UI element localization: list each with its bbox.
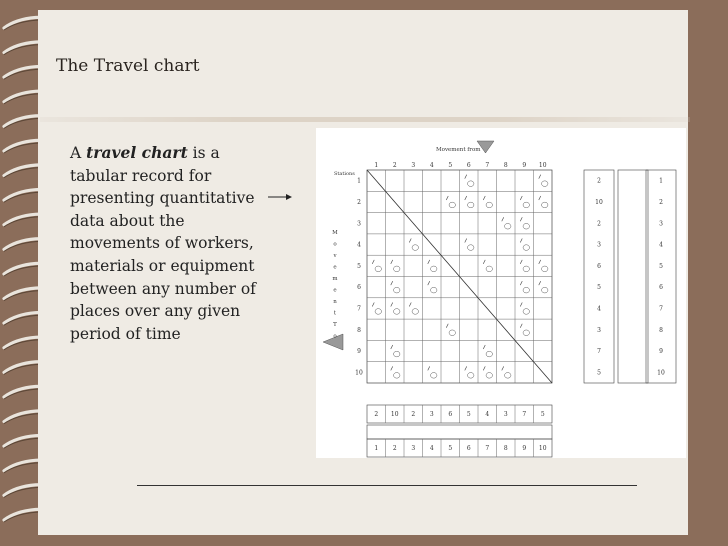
right-col-a-value: 3 — [597, 241, 601, 249]
right-col-a-value: 4 — [597, 305, 601, 313]
vertical-label-letter: e — [333, 287, 337, 294]
right-col-b-value: 8 — [659, 326, 663, 334]
right-column-gap — [618, 170, 648, 383]
tally-circle — [523, 202, 529, 208]
bottom-row-a-value: 7 — [522, 411, 527, 418]
row-header: 10 — [355, 369, 363, 377]
tally-circle — [542, 287, 548, 293]
right-col-b-value: 1 — [659, 177, 663, 185]
column-header: 5 — [448, 162, 453, 169]
tally-mark — [372, 302, 374, 306]
tally-mark — [502, 366, 504, 370]
tally-mark — [428, 260, 430, 264]
right-col-b-value: 5 — [659, 262, 663, 270]
tally-mark — [428, 366, 430, 370]
tally-circle — [468, 202, 474, 208]
row-header: 1 — [357, 177, 361, 185]
tally-mark — [483, 345, 485, 349]
slide-title: The Travel chart — [56, 56, 200, 76]
tally-circle — [523, 245, 529, 251]
column-header: 9 — [522, 162, 527, 169]
tally-mark — [372, 260, 374, 264]
right-col-a-value: 5 — [597, 369, 601, 377]
body-term: travel chart — [86, 143, 188, 162]
travel-chart-figure — [316, 128, 686, 458]
right-col-a-value: 6 — [597, 262, 601, 270]
row-header: 2 — [357, 198, 361, 206]
body-prefix: A — [70, 144, 87, 162]
tally-mark — [483, 366, 485, 370]
tally-mark — [520, 217, 522, 221]
column-header: 3 — [411, 162, 416, 169]
tally-circle — [449, 202, 455, 208]
tally-mark — [483, 196, 485, 200]
tally-mark — [391, 366, 393, 370]
right-col-b-value: 2 — [659, 198, 663, 206]
right-col-b-value: 7 — [659, 305, 663, 313]
tally-circle — [486, 202, 492, 208]
travel-chart-grid — [316, 128, 686, 458]
tally-circle — [523, 223, 529, 229]
right-col-a-value: 10 — [595, 198, 603, 206]
tally-mark — [465, 239, 467, 243]
row-header: 6 — [357, 284, 361, 292]
vertical-label-letter: M — [332, 230, 338, 236]
tally-circle — [542, 181, 548, 187]
bottom-row-b-value: 6 — [466, 445, 471, 452]
right-col-a-value: 2 — [597, 177, 601, 185]
vertical-label-letter: v — [333, 253, 337, 259]
tally-mark — [409, 239, 411, 243]
vertical-label-letter: m — [332, 276, 338, 282]
row-header: 8 — [357, 326, 361, 334]
tally-circle — [468, 181, 474, 187]
tally-circle — [486, 373, 492, 379]
tally-mark — [465, 196, 467, 200]
tally-mark — [428, 281, 430, 285]
right-col-a-value: 3 — [597, 326, 601, 334]
vertical-label-letter: e — [333, 264, 337, 271]
bottom-row-b-value: 9 — [522, 445, 527, 452]
tally-mark — [391, 281, 393, 285]
bottom-row-a-value: 5 — [540, 411, 545, 418]
tally-circle — [468, 373, 474, 379]
bottom-row-a-value: 5 — [466, 411, 471, 418]
tally-mark — [465, 366, 467, 370]
tally-mark — [539, 281, 541, 285]
bottom-row-a-value: 2 — [411, 411, 416, 418]
bottom-row-b-value: 10 — [538, 445, 547, 452]
tally-circle — [394, 266, 400, 272]
bottom-row-a-value: 6 — [448, 411, 453, 418]
tally-mark — [502, 217, 504, 221]
tally-circle — [523, 330, 529, 336]
tally-mark — [520, 302, 522, 306]
row-header: 4 — [357, 241, 361, 249]
vertical-label-letter: o — [333, 333, 337, 340]
bottom-row-b-value: 7 — [485, 445, 490, 452]
tally-mark — [539, 175, 541, 179]
tally-mark — [520, 324, 522, 328]
column-header: 8 — [503, 162, 508, 169]
bottom-row-b-value: 2 — [392, 445, 397, 452]
column-header: 7 — [485, 162, 490, 169]
vertical-label-letter: n — [333, 299, 337, 305]
tally-circle — [523, 266, 529, 272]
body-text — [70, 142, 265, 345]
column-header: 10 — [538, 162, 547, 169]
bottom-row-a-value: 3 — [503, 411, 508, 418]
tally-mark — [391, 345, 393, 349]
column-header: 2 — [392, 162, 397, 169]
tally-mark — [446, 324, 448, 328]
tally-circle — [523, 287, 529, 293]
tally-circle — [412, 245, 418, 251]
right-col-a-value: 5 — [597, 284, 601, 292]
bottom-divider — [137, 485, 637, 486]
row-header: 7 — [357, 305, 361, 313]
bottom-row-a-value: 10 — [390, 411, 399, 418]
tally-circle — [375, 266, 381, 272]
column-header: 4 — [429, 162, 434, 169]
bottom-row-b-value: 3 — [411, 445, 416, 452]
bottom-row-a-value: 2 — [374, 411, 379, 418]
title-divider — [40, 117, 690, 122]
tally-circle — [542, 202, 548, 208]
tally-circle — [394, 351, 400, 357]
tally-mark — [539, 260, 541, 264]
right-col-b-value: 9 — [659, 348, 663, 356]
right-col-a-value: 7 — [597, 348, 601, 356]
tally-mark — [539, 196, 541, 200]
right-arrow-icon — [268, 191, 292, 203]
bottom-row-b-value: 5 — [448, 445, 453, 452]
tally-circle — [449, 330, 455, 336]
tally-mark — [391, 302, 393, 306]
bottom-row-b-value: 1 — [374, 445, 379, 452]
right-col-a-value: 2 — [597, 220, 601, 228]
tally-circle — [505, 223, 511, 229]
tally-circle — [468, 245, 474, 251]
tally-mark — [520, 239, 522, 243]
right-col-b-value: 6 — [659, 284, 663, 292]
movement-from-label: Movement from — [436, 147, 481, 153]
tally-mark — [520, 196, 522, 200]
tally-circle — [394, 309, 400, 315]
bottom-row-a-value: 4 — [485, 411, 490, 418]
tally-circle — [412, 309, 418, 315]
tally-circle — [486, 351, 492, 357]
tally-circle — [431, 373, 437, 379]
vertical-label-letter: t — [333, 310, 337, 317]
row-header: 5 — [357, 262, 361, 270]
right-col-b-value: 4 — [659, 241, 663, 249]
row-header: 9 — [357, 348, 361, 356]
tally-circle — [394, 373, 400, 379]
tally-circle — [375, 309, 381, 315]
right-col-b-value: 10 — [657, 369, 665, 377]
tally-circle — [523, 309, 529, 315]
bottom-row-b-value: 8 — [503, 445, 508, 452]
tally-circle — [542, 266, 548, 272]
right-col-b-value: 3 — [659, 220, 663, 228]
vertical-label-letter: o — [333, 241, 337, 248]
tally-circle — [431, 287, 437, 293]
bottom-row-a-value: 3 — [429, 411, 434, 418]
tally-mark — [446, 196, 448, 200]
tally-mark — [391, 260, 393, 264]
tally-circle — [431, 266, 437, 272]
body-definition: is a tabular record for presenting quantitative data about the movements of workers, materials or equipment between any number of places over any given period of time — [70, 144, 256, 343]
column-header: 6 — [466, 162, 471, 169]
stations-label: Stations — [334, 171, 355, 177]
row-header: 3 — [357, 220, 361, 228]
vertical-label-letter: T — [333, 322, 337, 328]
tally-mark — [520, 260, 522, 264]
tally-mark — [465, 175, 467, 179]
tally-mark — [409, 302, 411, 306]
tally-mark — [520, 281, 522, 285]
tally-mark — [483, 260, 485, 264]
tally-circle — [486, 266, 492, 272]
tally-circle — [394, 287, 400, 293]
column-header: 1 — [374, 162, 379, 169]
bottom-row-b-value: 4 — [429, 445, 434, 452]
bottom-row-gap — [367, 425, 552, 439]
tally-circle — [505, 373, 511, 379]
